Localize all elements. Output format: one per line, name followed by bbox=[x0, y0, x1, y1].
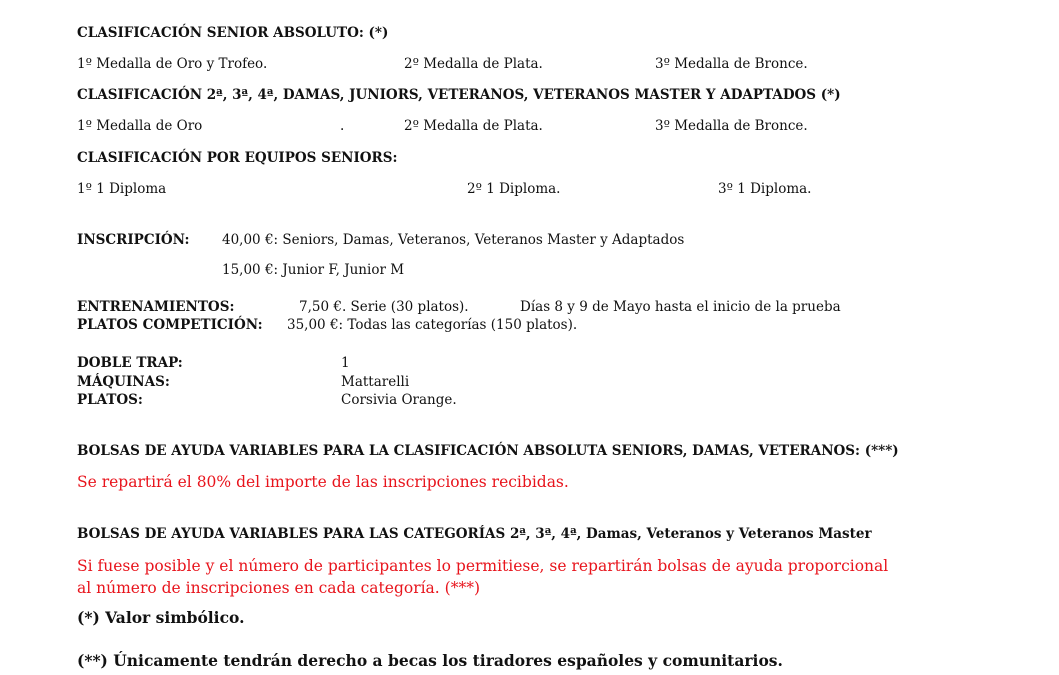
inscripcion-fee-junior: 15,00 €: Junior F, Junior M bbox=[222, 262, 405, 278]
bolsas-categorias-text-line1: Si fuese posible y el número de participantes lo permitiese, se repartirán bolsas de ayuda proporcional bbox=[77, 557, 889, 575]
equipos-first: 1º 1 Diploma bbox=[77, 181, 167, 197]
platos-competicion-label: PLATOS COMPETICIÓN: bbox=[77, 317, 263, 333]
categorias-first: 1º Medalla de Oro bbox=[77, 118, 203, 134]
equipos-second: 2º 1 Diploma. bbox=[467, 181, 561, 197]
senior-absoluto-first: 1º Medalla de Oro y Trofeo. bbox=[77, 56, 268, 72]
senior-absoluto-third: 3º Medalla de Bronce. bbox=[655, 56, 808, 72]
senior-absoluto-second: 2º Medalla de Plata. bbox=[404, 56, 543, 72]
bolsas-absoluta-heading: BOLSAS DE AYUDA VARIABLES PARA LA CLASIFICACIÓN ABSOLUTA SENIORS, DAMAS, VETERANOS: (***) bbox=[77, 443, 899, 459]
bolsas-categorias-heading: BOLSAS DE AYUDA VARIABLES PARA LAS CATEGORÍAS 2ª, 3ª, 4ª, Damas, Veteranos y Veteranos Master bbox=[77, 526, 872, 542]
bolsas-categorias-text-line2: al número de inscripciones en cada categoría. (***) bbox=[77, 579, 480, 597]
entrenamientos-label: ENTRENAMIENTOS: bbox=[77, 299, 235, 315]
equipos-third: 3º 1 Diploma. bbox=[718, 181, 812, 197]
entrenamientos-days: Días 8 y 9 de Mayo hasta el inicio de la prueba bbox=[520, 299, 841, 315]
categorias-dot: . bbox=[340, 118, 345, 134]
categorias-third: 3º Medalla de Bronce. bbox=[655, 118, 808, 134]
spec-value: Corsivia Orange. bbox=[341, 392, 457, 408]
note-becas: (**) Únicamente tendrán derecho a becas los tiradores españoles y comunitarios. bbox=[77, 651, 783, 670]
spec-value: 1 bbox=[341, 355, 350, 371]
spec-label: DOBLE TRAP: bbox=[77, 355, 183, 371]
platos-competicion-value: 35,00 €: Todas las categorías (150 platos). bbox=[287, 317, 578, 333]
inscripcion-label: INSCRIPCIÓN: bbox=[77, 232, 190, 248]
equipos-heading: CLASIFICACIÓN POR EQUIPOS SENIORS: bbox=[77, 150, 398, 166]
categorias-second: 2º Medalla de Plata. bbox=[404, 118, 543, 134]
entrenamientos-price: 7,50 €. Serie (30 platos). bbox=[299, 299, 469, 315]
senior-absoluto-heading: CLASIFICACIÓN SENIOR ABSOLUTO: (*) bbox=[77, 25, 389, 41]
categorias-heading: CLASIFICACIÓN 2ª, 3ª, 4ª, DAMAS, JUNIORS, VETERANOS, VETERANOS MASTER Y ADAPTADOS (*) bbox=[77, 87, 841, 103]
spec-value: Mattarelli bbox=[341, 374, 410, 390]
bolsas-absoluta-text: Se repartirá el 80% del importe de las inscripciones recibidas. bbox=[77, 473, 569, 491]
spec-label: PLATOS: bbox=[77, 392, 143, 408]
spec-label: MÁQUINAS: bbox=[77, 374, 170, 390]
note-valor-simbolico: (*) Valor simbólico. bbox=[77, 608, 245, 627]
inscripcion-fee-seniors: 40,00 €: Seniors, Damas, Veteranos, Veteranos Master y Adaptados bbox=[222, 232, 685, 248]
